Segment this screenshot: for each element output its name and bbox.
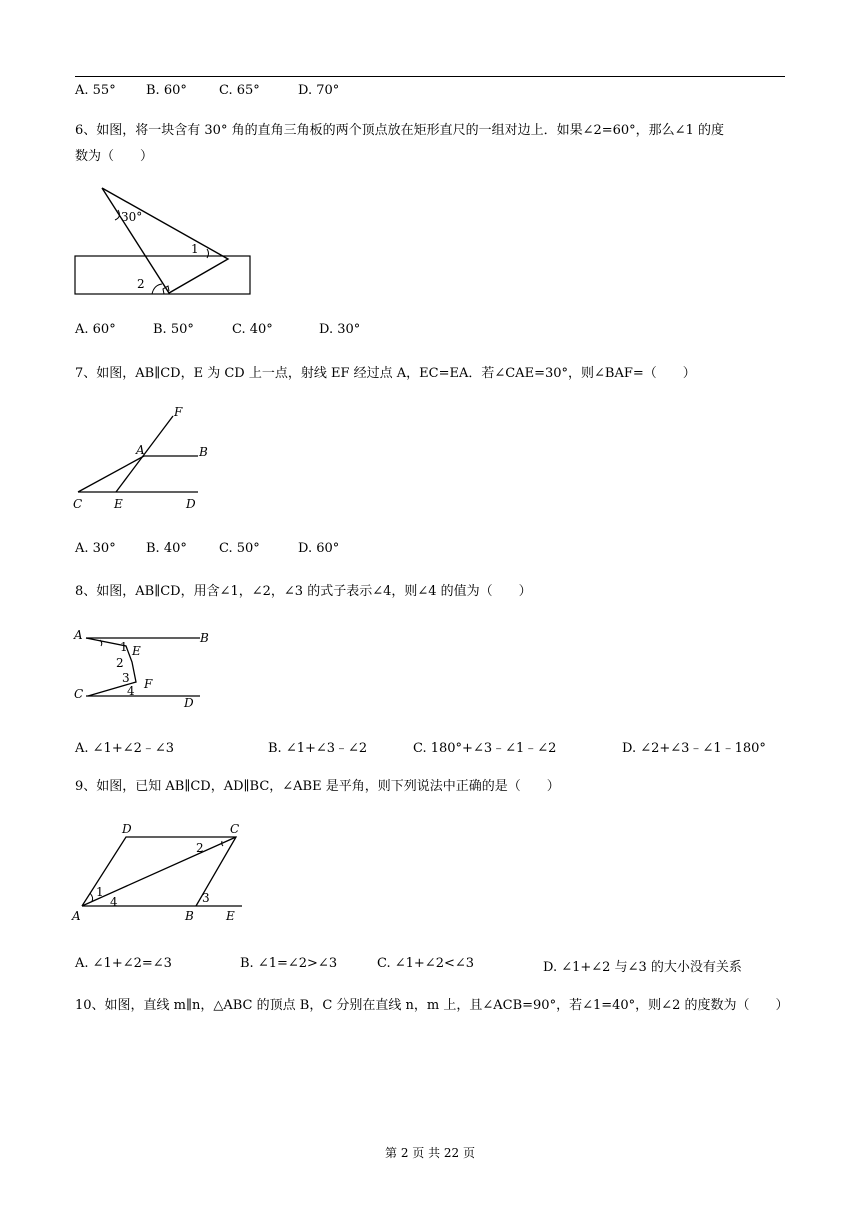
q9-option-a: A. ∠1+∠2=∠3 [75, 956, 172, 971]
q5-option-b: B. 60° [146, 83, 187, 98]
label-angle-2: 2 [137, 277, 145, 291]
page-footer: 第 2 页 共 22 页 [385, 1146, 475, 1160]
label-angle-3: 3 [122, 671, 130, 685]
label-angle-4: 4 [127, 684, 135, 698]
q8-option-b: B. ∠1+∠3﹣∠2 [268, 741, 368, 756]
q5-option-d: D. 70° [298, 83, 340, 98]
label-30deg: 30° [121, 210, 143, 224]
q5-option-c: C. 65° [219, 83, 260, 98]
q8-text: 8、如图，AB∥CD，用含∠1，∠2，∠3 的式子表示∠4，则∠4 的值为（ ） [75, 584, 532, 599]
q8-option-d: D. ∠2+∠3﹣∠1﹣180° [622, 741, 766, 756]
label-d: D [186, 497, 196, 511]
q7-option-a: A. 30° [75, 541, 116, 556]
q6-text-line2: 数为（ ） [75, 149, 154, 164]
q9-option-d: D. ∠1+∠2 与∠3 的大小没有关系 [543, 960, 742, 975]
q6-text-line1: 6、如图，将一块含有 30° 角的直角三角板的两个顶点放在矩形直尺的一组对边上．如果∠2=60°，那么∠1 的度 [75, 123, 724, 138]
q6-option-c: C. 40° [232, 322, 273, 337]
diagonal-ac [82, 837, 236, 906]
q9-figure [70, 820, 250, 924]
label-c: C [74, 687, 84, 701]
label-f: F [174, 405, 183, 419]
q7-option-d: D. 60° [298, 541, 340, 556]
q9-text: 9、如图，已知 AB∥CD，AD∥BC，∠ABE 是平角，则下列说法中正确的是（ ） [75, 779, 560, 794]
q6-option-a: A. 60° [75, 322, 116, 337]
label-angle-1: 1 [191, 242, 199, 256]
label-e: E [132, 644, 141, 658]
q6-option-b: B. 50° [153, 322, 194, 337]
label-b: B [200, 631, 209, 645]
label-f: F [144, 677, 153, 691]
label-a: A [72, 909, 81, 923]
q7-option-c: C. 50° [219, 541, 260, 556]
label-angle-2: 2 [116, 656, 124, 670]
q8-option-a: A. ∠1+∠2﹣∠3 [75, 741, 175, 756]
q8-figure [72, 624, 212, 710]
triangle [102, 188, 228, 293]
label-d: D [122, 822, 132, 836]
label-a: A [74, 628, 83, 642]
q9-option-c: C. ∠1+∠2<∠3 [377, 956, 475, 971]
q7-option-b: B. 40° [146, 541, 187, 556]
q7-text: 7、如图，AB∥CD，E 为 CD 上一点，射线 EF 经过点 A，EC=EA．若∠CAE=30°，则∠BAF=（ ） [75, 366, 696, 381]
label-e: E [226, 909, 235, 923]
q6-option-d: D. 30° [319, 322, 361, 337]
label-b: B [185, 909, 194, 923]
label-angle-1: 1 [120, 640, 128, 654]
label-b: B [199, 445, 208, 459]
label-e: E [114, 497, 123, 511]
q5-option-a: A. 55° [75, 83, 116, 98]
q9-option-b: B. ∠1=∠2>∠3 [240, 956, 338, 971]
label-angle-1: 1 [96, 885, 104, 899]
q7-figure [70, 402, 215, 514]
label-d: D [184, 696, 194, 710]
label-c: C [230, 822, 240, 836]
label-c: C [73, 497, 83, 511]
header-rule [75, 76, 785, 77]
q10-text: 10、如图，直线 m∥n，△ABC 的顶点 B，C 分别在直线 n，m 上，且∠ACB=90°，若∠1=40°，则∠2 的度数为（ ） [75, 998, 789, 1013]
label-a: A [136, 443, 145, 457]
label-angle-2: 2 [196, 841, 204, 855]
label-angle-4: 4 [110, 895, 118, 909]
segment-ca [78, 456, 144, 492]
label-angle-3: 3 [202, 891, 210, 905]
q6-figure [74, 185, 254, 297]
q8-option-c: C. 180°+∠3﹣∠1﹣∠2 [413, 741, 557, 756]
